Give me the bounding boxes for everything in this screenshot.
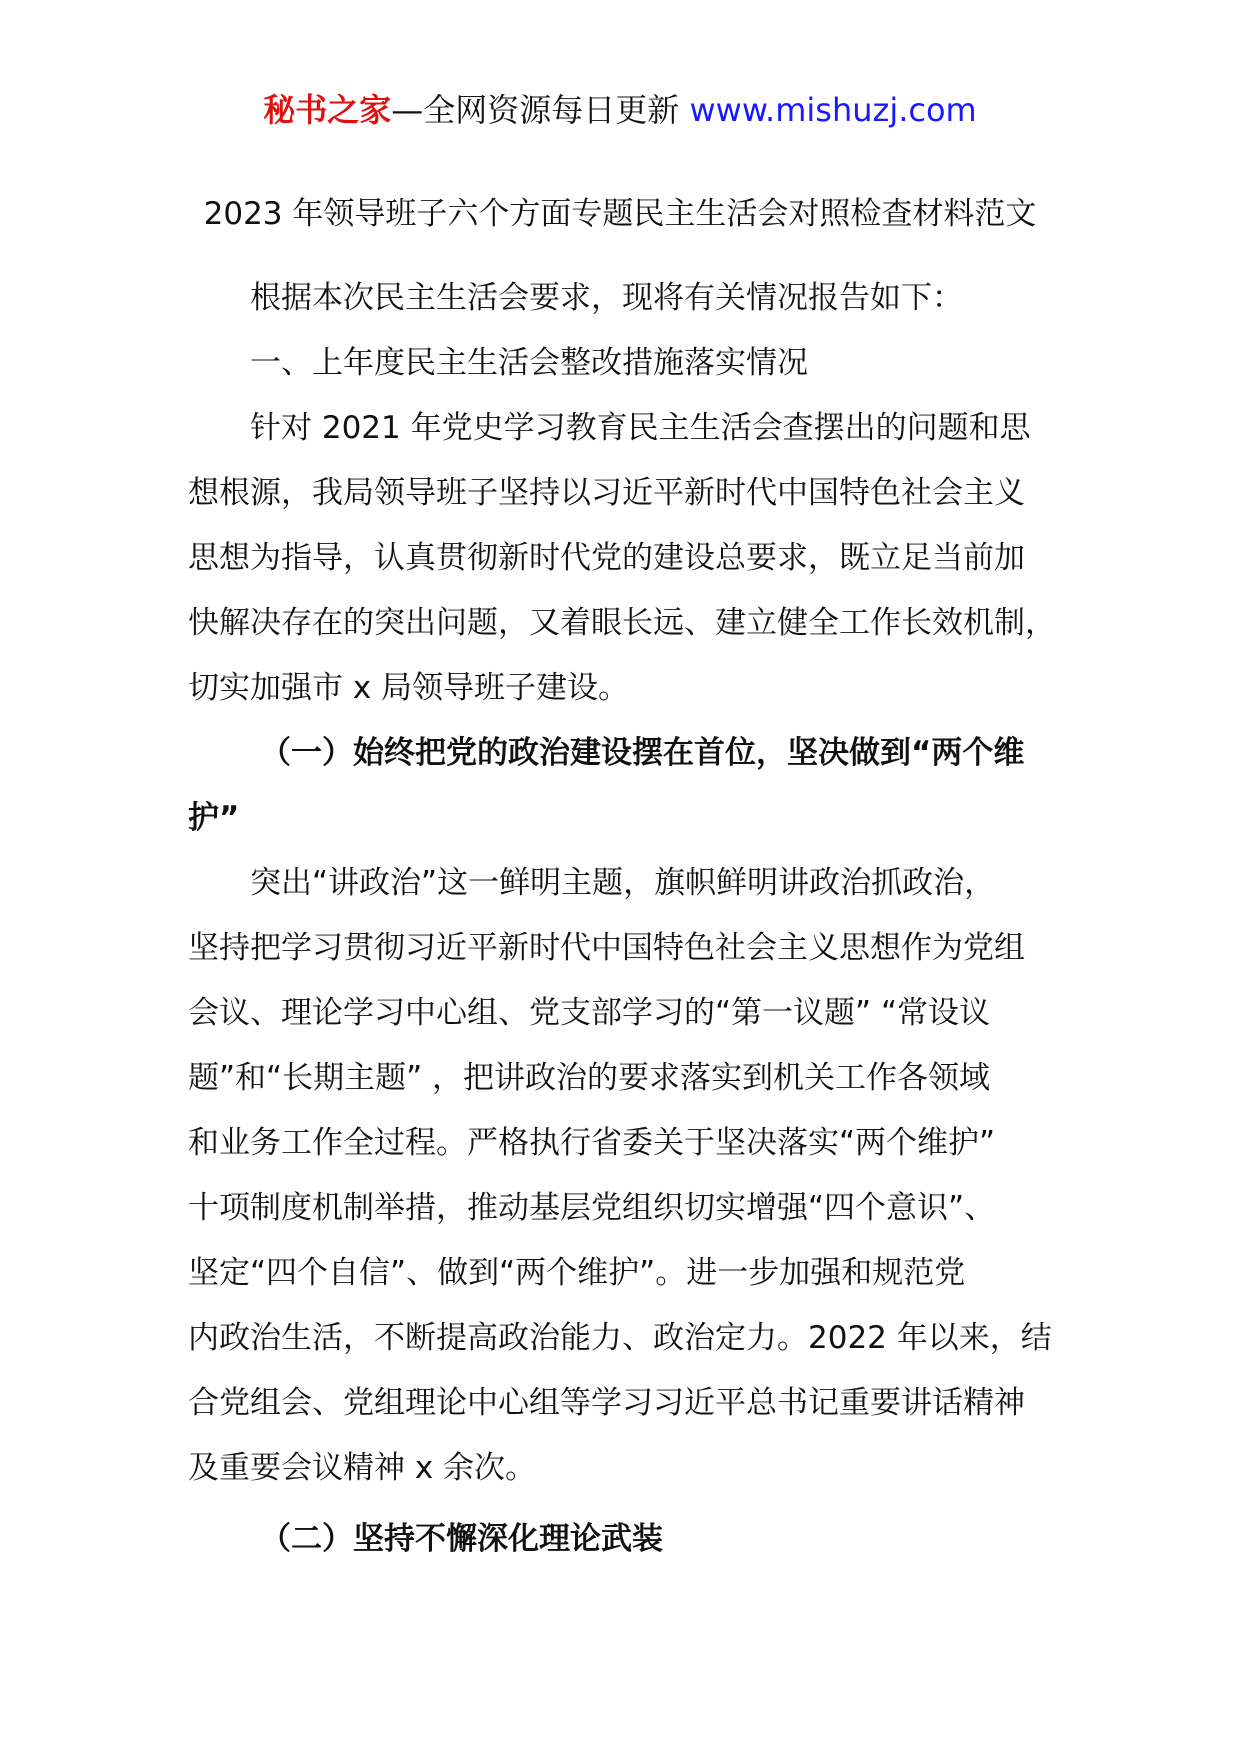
- subsection-heading-continued: 护”: [188, 800, 240, 836]
- paragraph-line: 突出“讲政治”这一鲜明主题，旗帜鲜明讲政治抓政治，: [250, 865, 996, 901]
- header-tagline: —全网资源每日更新: [391, 91, 690, 129]
- paragraph-line: 坚定“四个自信”、做到“两个维护”。进一步加强和规范党: [188, 1255, 966, 1291]
- subsection-heading: （一）始终把党的政治建设摆在首位，坚决做到“两个维: [260, 735, 1025, 771]
- subsection-heading: （二）坚持不懈深化理论武装: [260, 1521, 663, 1557]
- document-title: 2023 年领导班子六个方面专题民主生活会对照检查材料范文: [203, 196, 1037, 232]
- section-heading: 一、上年度民主生活会整改措施落实情况: [250, 345, 808, 381]
- paragraph-line: 内政治生活，不断提高政治能力、政治定力。2022 年以来，结: [188, 1320, 1052, 1356]
- paragraph-line: 及重要会议精神 x 余次。: [188, 1450, 537, 1486]
- site-header: [0, 84, 1240, 136]
- paragraph-line: 坚持把学习贯彻习近平新时代中国特色社会主义思想作为党组: [188, 930, 1025, 966]
- brand-name: 秘书之家: [263, 91, 392, 129]
- document-body: [188, 266, 1058, 1572]
- paragraph-line: 根据本次民主生活会要求，现将有关情况报告如下：: [250, 280, 963, 316]
- paragraph-line: 合党组会、党组理论中心组等学习习近平总书记重要讲话精神: [188, 1385, 1025, 1421]
- paragraph-line: 会议、理论学习中心组、党支部学习的“第一议题” “常设议: [188, 995, 991, 1031]
- paragraph-line: 和业务工作全过程。严格执行省委关于坚决落实“两个维护”: [188, 1125, 996, 1161]
- paragraph-line: 题”和“长期主题” ，把讲政治的要求落实到机关工作各领域: [188, 1060, 991, 1096]
- paragraph-line: 十项制度机制举措，推动基层党组织切实增强“四个意识”、: [188, 1190, 996, 1226]
- paragraph-line: 思想为指导，认真贯彻新时代党的建设总要求，既立足当前加: [188, 540, 1025, 576]
- site-url-link[interactable]: www.mishuzj.com: [689, 91, 977, 129]
- paragraph-line: 快解决存在的突出问题，又着眼长远、建立健全工作长效机制，: [188, 605, 1056, 641]
- paragraph-line: 想根源，我局领导班子坚持以习近平新时代中国特色社会主义: [188, 475, 1025, 511]
- paragraph-line: 针对 2021 年党史学习教育民主生活会查摆出的问题和思: [250, 410, 1031, 446]
- paragraph-line: 切实加强市 x 局领导班子建设。: [188, 670, 630, 706]
